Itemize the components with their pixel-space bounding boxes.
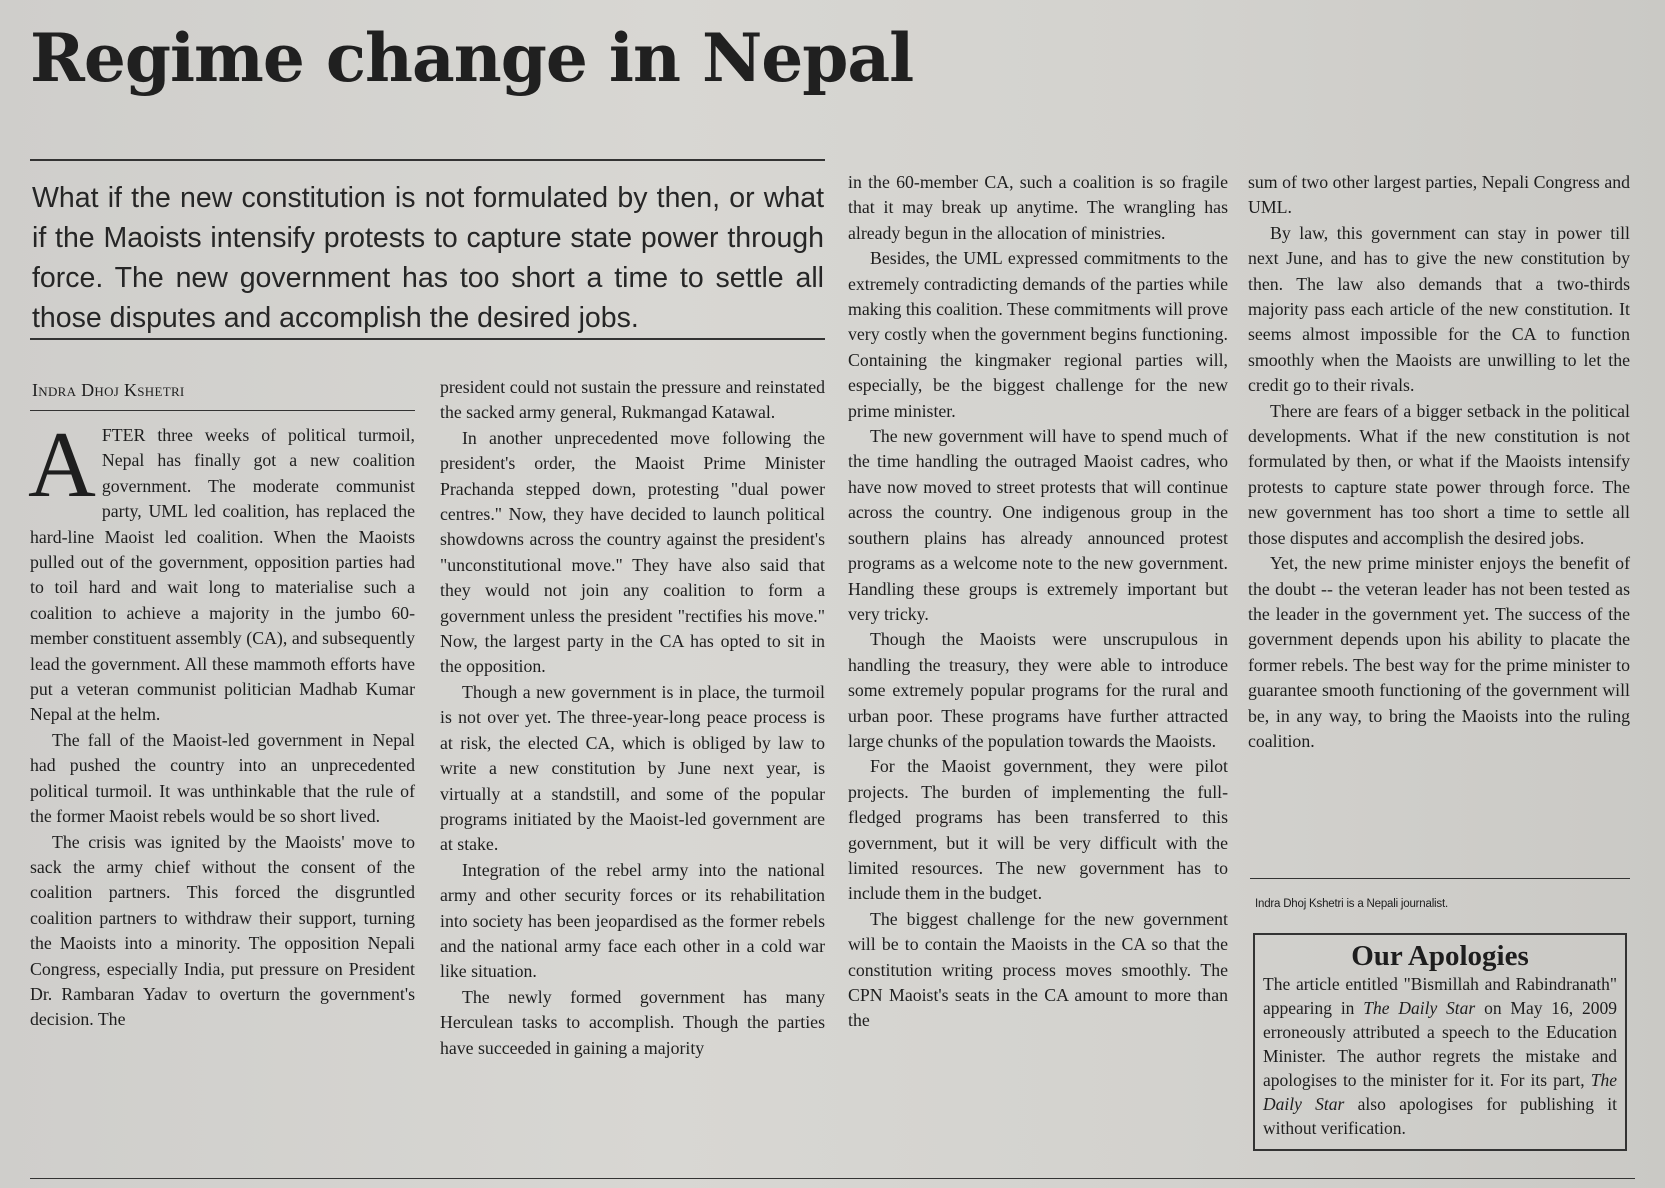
- article-paragraph: Besides, the UML expressed commitments to the extremely contradicting demands of the parties while making this coalition. These commitments will prove very costly when the government begins functioning. Containing the kingmaker regional parties will, especially, be the biggest challenge for the new prime minister.: [848, 248, 1228, 421]
- article-paragraph: The newly formed government has many Herculean tasks to accomplish. Though the parties have succeeded in gaining a majority: [440, 986, 825, 1058]
- article-paragraph: For the Maoist government, they were pilot projects. The burden of implementing the full-fledged programs has been transferred to this government, but it will be very difficult with the limited resources. The new government has to include them in the budget.: [848, 756, 1228, 904]
- article-paragraph: By law, this government can stay in power till next June, and has to give the new constitution by then. The law also demands that a two-thirds majority pass each article of the new constitution. It seems almost impossible for the CA to function smoothly when the Maoists are unwilling to let the credit go to their rivals.: [1248, 222, 1630, 396]
- publication-name: The Daily Star: [1263, 1070, 1617, 1114]
- author-note-rule: [1250, 878, 1630, 879]
- article-paragraph: Integration of the rebel army into the national army and other security forces or its rehabilitation into society has been jeopardised as the former rebels and the national army face each other in a cold war like situation.: [440, 859, 825, 982]
- deck-pullquote: What if the new constitution is not formulated by then, or what if the Maoists intensify protests to capture state power through force. The new government has too short a time to settle all those disputes and accomplish the desired jobs.: [32, 182, 824, 334]
- page-bottom-rule: [30, 1178, 1635, 1179]
- headline: Regime change in Nepal: [30, 19, 914, 97]
- author-note: Indra Dhoj Kshetri is a Nepali journalist.: [1255, 898, 1448, 910]
- article-paragraph: sum of two other largest parties, Nepali Congress and UML.: [1248, 172, 1630, 218]
- article-paragraph: The fall of the Maoist-led government in Nepal had pushed the country into an unprecedented political turmoil. It was unthinkable that the rule of the former Maoist rebels would be so short lived.: [30, 729, 415, 827]
- article-paragraph: The new government will have to spend much of the time handling the outraged Maoist cadres, who have now moved to street protests that will continue across the country. One indigenous group in the southern plains has already announced protest programs as a welcome note to the new government. Handling these groups is extremely important but very tricky.: [848, 426, 1228, 624]
- article-paragraph: FTER three weeks of political turmoil, Nepal has finally got a new coalition government. The moderate communist party, UML led coalition, has replaced the hard-line Maoist led coalition. When the Maoists pulled out of the government, opposition parties had to toil hard and wait long to materialise such a coalition to achieve a majority in the jumbo 60-member constituent assembly (CA), and subsequently lead the government. All these mammoth efforts have put a veteran communist politician Madhab Kumar Nepal at the helm.: [30, 425, 415, 725]
- byline: Indra Dhoj Kshetri: [32, 380, 185, 400]
- article-column-4: [1248, 170, 1630, 754]
- article-paragraph: The biggest challenge for the new government will be to contain the Maoists in the CA so that the constitution writing process moves smoothly. The CPN Maoist's seats in the CA amount to more than the: [848, 908, 1228, 1031]
- article-column-2: [440, 375, 825, 1061]
- article-paragraph: in the 60-member CA, such a coalition is so fragile that it may break up anytime. The wrangling has already begun in the allocation of ministries.: [848, 172, 1228, 243]
- article-paragraph: The crisis was ignited by the Maoists' move to sack the army chief without the consent of the coalition partners. This forced the disgruntled coalition partners to withdraw their support, turning the Maoists into a minority. The opposition Nepali Congress, especially India, put pressure on President Dr. Rambaran Yadav to overturn the government's decision. The: [30, 831, 415, 1030]
- article-paragraph: Though the Maoists were unscrupulous in handling the treasury, they were able to introduce some extremely popular programs for the rural and urban poor. These programs have further attracted large chunks of the population towards the Maoists.: [848, 629, 1228, 751]
- apology-title: Our Apologies: [1351, 940, 1529, 972]
- article-paragraph: There are fears of a bigger setback in the political developments. What if the new constitution is not formulated by then, or what if the Maoists intensify protests to capture state power through force. The new government has too short a time to settle all those disputes and accomplish the desired jobs.: [1248, 400, 1630, 548]
- article-paragraph: president could not sustain the pressure and reinstated the sacked army general, Rukmangad Katawal.: [440, 377, 825, 423]
- deck-top-rule: [30, 159, 825, 161]
- article-column-3: [848, 170, 1228, 1034]
- article-paragraph: Yet, the new prime minister enjoys the benefit of the doubt -- the veteran leader has not been tested as the leader in the government yet. The success of the government depends upon his ability to placate the former rebels. The best way for the prime minister to guarantee smooth functioning of the government will be, in any way, to bring the Maoists into the ruling coalition.: [1248, 553, 1630, 751]
- deck-bottom-rule: [30, 338, 825, 340]
- apology-text: The article entitled "Bismillah and Rabindranath" appearing in The Daily Star on May 16, 2009 erroneously attributed a speech to the Education Minister. The author regrets the mistake and apologises to the minister for it. For its part, The Daily Star also apologises for publishing it without verification.: [1263, 974, 1617, 1138]
- article-paragraph: Though a new government is in place, the turmoil is not over yet. The three-year-long peace process is at risk, the elected CA, which is obliged by law to write a new constitution by June next year, is virtually at a standstill, and some of the popular programs initiated by the Maoist-led government are at stake.: [440, 681, 825, 855]
- article-column-1: [28, 413, 415, 1033]
- apology-box: [1253, 933, 1627, 1151]
- article-paragraph: In another unprecedented move following the president's order, the Maoist Prime Minister Prachanda stepped down, protesting "dual power centres." Now, they have decided to launch political showdowns across the country against the president's "unconstitutional move." They have also said that they would not join any coalition to form a government unless the president "rectifies his move." Now, the largest party in the CA has opted to sit in the opposition.: [440, 427, 825, 677]
- byline-rule: [30, 410, 415, 411]
- publication-name: The Daily Star: [1363, 998, 1476, 1018]
- drop-cap: A: [28, 413, 96, 517]
